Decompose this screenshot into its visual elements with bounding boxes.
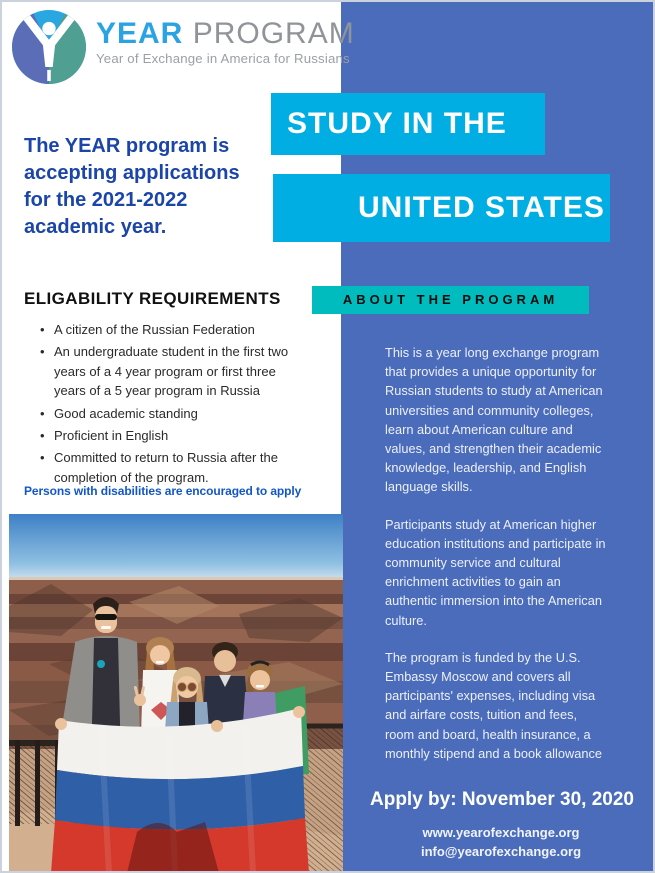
year-program-logo bbox=[12, 10, 355, 84]
banner-united-states bbox=[273, 174, 610, 242]
photo-students-grand-canyon bbox=[9, 514, 343, 873]
apply-by-deadline: Apply by: November 30, 2020 bbox=[370, 789, 634, 810]
eligibility-heading: ELIGABILITY REQUIREMENTS bbox=[24, 289, 281, 308]
eligibility-item: • A citizen of the Russian Federation bbox=[40, 320, 292, 339]
about-paragraph-3: The program is funded by the U.S. Embassy Moscow and covers all participants' expenses, including visa and airfare costs, tuition and fees, room and board, health insurance, a monthly stipend and a book allowance bbox=[385, 649, 602, 761]
logo-title-year: YEAR bbox=[96, 17, 184, 50]
person-circle-logo-icon bbox=[12, 10, 86, 84]
eligibility-item: • Good academic standing bbox=[40, 404, 292, 423]
logo-tagline: Year of Exchange in America for Russians bbox=[96, 51, 350, 66]
about-paragraphs bbox=[385, 343, 609, 781]
banner-line2-text: UNITED STATES bbox=[358, 191, 605, 224]
email-link[interactable]: info@yearofexchange.org bbox=[420, 844, 582, 859]
intro-heading: The YEAR program is accepting applications for the 2021-2022 academic year. bbox=[24, 135, 240, 238]
banner-line1-text: STUDY IN THE bbox=[287, 107, 507, 140]
disabilities-note: Persons with disabilities are encouraged to apply bbox=[24, 484, 302, 498]
logo-title bbox=[96, 18, 355, 50]
about-paragraph-2: Participants study at American higher education institutions and participate in community service and cultural enrichment activities to gain an authentic immersion into the American culture. bbox=[385, 516, 606, 628]
logo-text bbox=[96, 10, 355, 66]
eligibility-item: • Committed to return to Russia after the completion of the program. bbox=[40, 448, 292, 487]
banner-study-in-the bbox=[271, 93, 545, 155]
about-paragraph-1: This is a year long exchange program that provides a unique opportunity for Russian students to study at American universities and community colleges, learn about American culture and values, and strengthen their academic knowledge, leadership, and English language skills. bbox=[385, 345, 603, 495]
eligibility-list bbox=[40, 320, 292, 490]
website-link[interactable]: www.yearofexchange.org bbox=[422, 825, 580, 840]
contact-block bbox=[370, 823, 632, 861]
russian-flag bbox=[51, 706, 309, 873]
logo-title-program: PROGRAM bbox=[192, 17, 355, 50]
about-heading: ABOUT THE PROGRAM bbox=[342, 292, 559, 307]
eligibility-item: • Proficient in English bbox=[40, 426, 292, 445]
eligibility-item: • An undergraduate student in the first two years of a 4 year program or first three years of a 5 year program in Russia bbox=[40, 342, 292, 400]
about-heading-box bbox=[312, 286, 589, 314]
